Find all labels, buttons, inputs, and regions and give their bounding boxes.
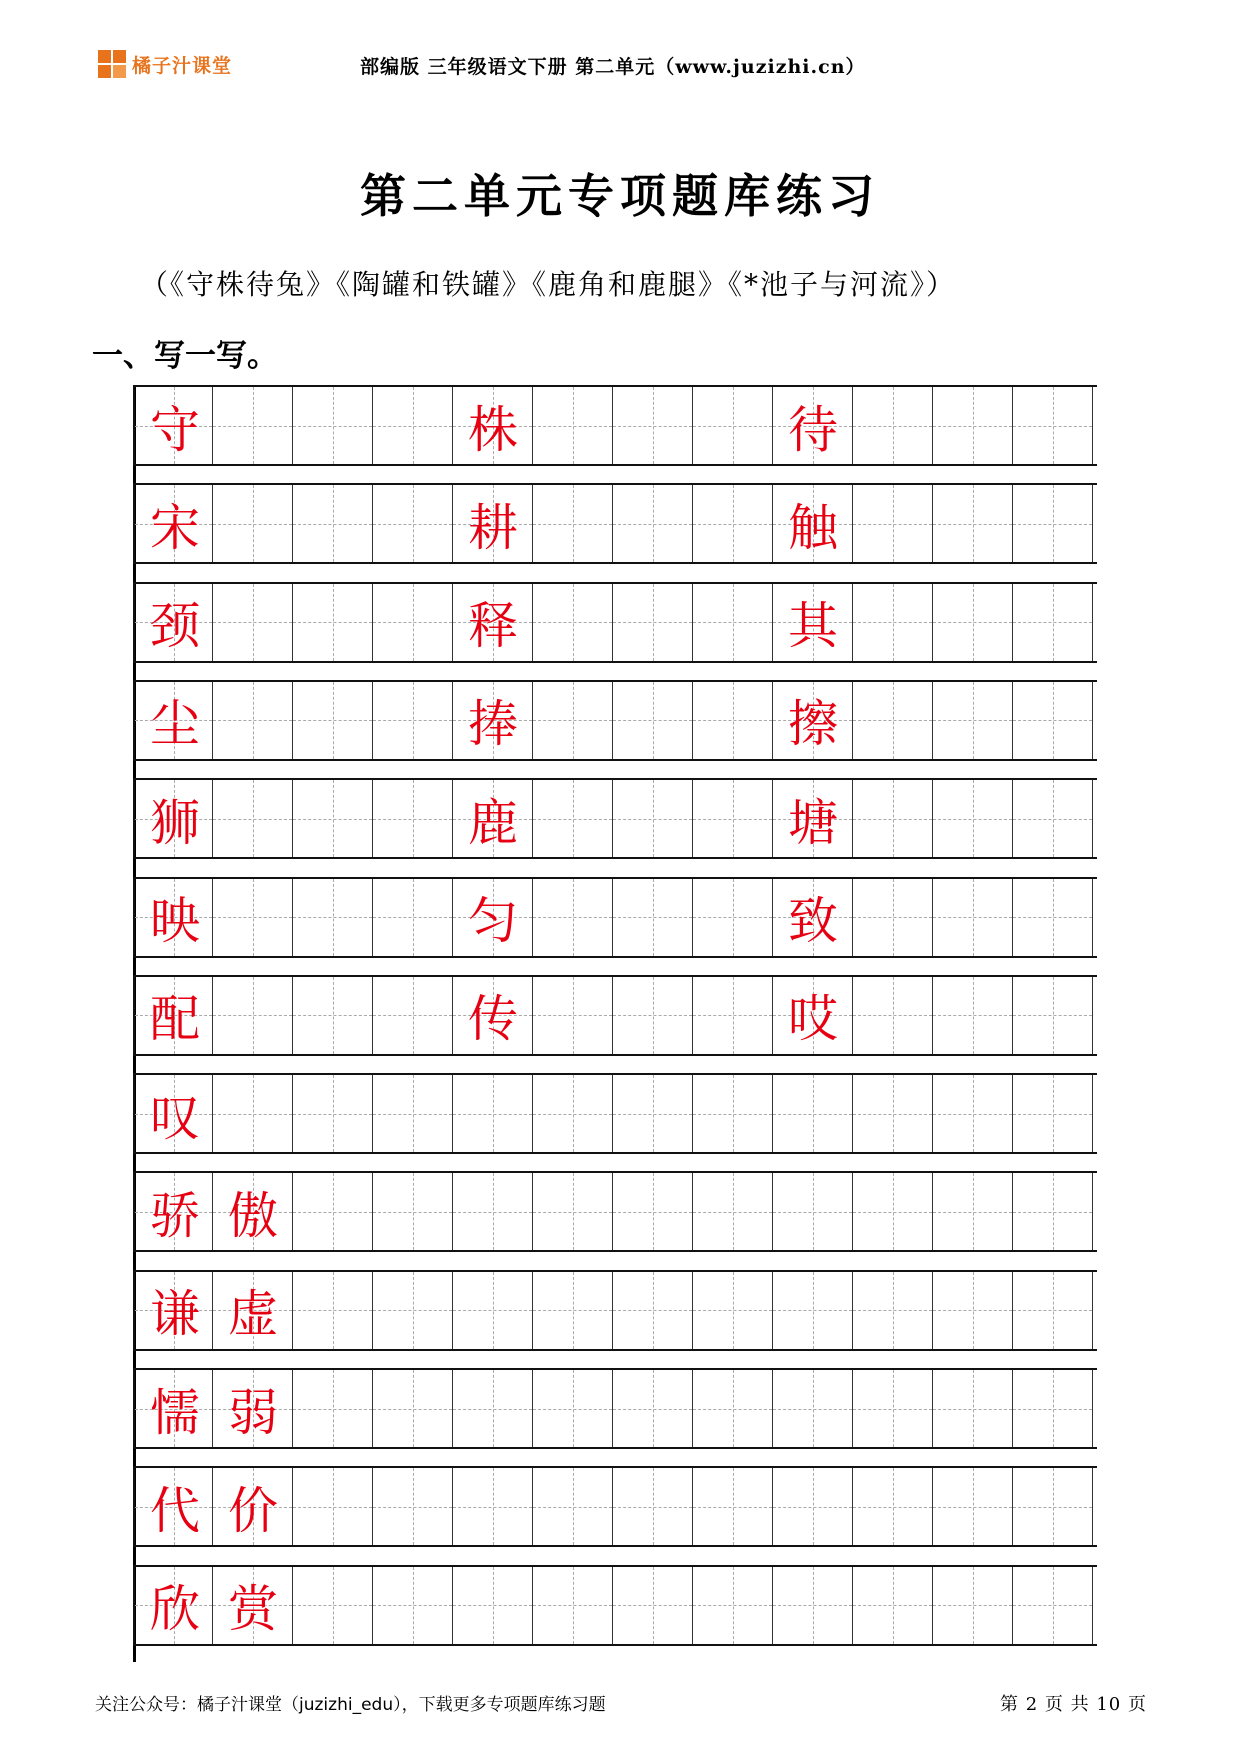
grid-cell[interactable] [133,1075,213,1152]
grid-cell[interactable] [613,879,693,956]
grid-cell[interactable] [853,879,933,956]
grid-row [133,877,1097,958]
practice-character: 懦 [150,1383,200,1442]
grid-cell[interactable] [693,1272,773,1349]
grid-cell[interactable] [133,879,213,956]
grid-cell[interactable] [933,1468,1013,1545]
practice-character: 价 [228,1481,278,1540]
grid-cell[interactable] [933,1370,1013,1447]
grid-cell[interactable] [1013,1173,1093,1250]
grid-cell[interactable] [293,387,373,464]
grid-cell[interactable] [1013,977,1093,1054]
grid-cell[interactable] [293,584,373,661]
practice-character: 匀 [468,892,518,950]
grid-cell[interactable] [613,485,693,562]
grid-cell[interactable] [373,1567,453,1644]
practice-character: 代 [150,1481,200,1540]
grid-cell[interactable] [533,977,613,1054]
grid-cell[interactable] [693,485,773,562]
grid-cell[interactable] [853,977,933,1054]
grid-row [133,1270,1097,1351]
grid-row [133,1368,1097,1449]
grid-cell[interactable] [933,584,1013,661]
grid-cell[interactable] [213,977,293,1054]
grid-cell[interactable] [773,1567,853,1644]
grid-row [133,975,1097,1056]
grid-cell[interactable] [373,584,453,661]
grid-cell[interactable] [933,1173,1013,1250]
page-title: 第二单元专项题库练习 [360,169,880,223]
grid-cell[interactable] [133,485,213,562]
page-header [0,40,1240,90]
grid-cell[interactable] [933,1075,1013,1152]
footer-note: 关注公众号：橘子汁课堂（juzizhi_edu），下载更多专项题库练习题 [95,1695,606,1715]
grid-cell[interactable] [853,387,933,464]
grid-cell[interactable] [453,387,533,464]
grid-cell[interactable] [533,780,613,857]
grid-cell[interactable] [293,780,373,857]
grid-cell[interactable] [613,1370,693,1447]
grid-cell[interactable] [133,682,213,759]
grid-cell[interactable] [853,1272,933,1349]
practice-character: 致 [788,892,838,950]
grid-cell[interactable] [933,682,1013,759]
grid-cell[interactable] [133,1567,213,1644]
grid-cell[interactable] [533,879,613,956]
grid-cell[interactable] [773,977,853,1054]
grid-cell[interactable] [773,1370,853,1447]
grid-cell[interactable] [213,780,293,857]
grid-cell[interactable] [693,780,773,857]
practice-character: 叹 [150,1088,200,1147]
grid-cell[interactable] [693,584,773,661]
practice-character: 待 [788,400,838,459]
header-title: 部编版 三年级语文下册 第二单元（www.juzizhi.cn） [360,56,866,78]
grid-cell[interactable] [213,682,293,759]
practice-character: 守 [150,400,200,459]
grid-row [133,778,1097,859]
grid-cell[interactable] [933,387,1013,464]
grid-cell[interactable] [613,780,693,857]
practice-character: 传 [468,990,518,1049]
grid-cell[interactable] [773,879,853,956]
grid-cell[interactable] [693,1075,773,1152]
grid-cell[interactable] [693,1173,773,1250]
grid-cell[interactable] [533,1075,613,1152]
grid-cell[interactable] [853,584,933,661]
grid-cell[interactable] [533,584,613,661]
grid-cell[interactable] [933,1272,1013,1349]
grid-cell[interactable] [453,1468,533,1545]
grid-cell[interactable] [453,1370,533,1447]
grid-cell[interactable] [613,584,693,661]
grid-cell[interactable] [853,1567,933,1644]
grid-cell[interactable] [293,1567,373,1644]
grid-cell[interactable] [533,485,613,562]
grid-cell[interactable] [773,682,853,759]
grid-cell[interactable] [293,1272,373,1349]
practice-character: 鹿 [468,793,518,852]
section-heading: 一、写一写。 [92,338,278,374]
grid-cell[interactable] [693,1468,773,1545]
grid-cell[interactable] [773,387,853,464]
grid-cell[interactable] [853,1468,933,1545]
grid-cell[interactable] [133,387,213,464]
brand-logo [98,50,232,78]
grid-cell[interactable] [693,1567,773,1644]
grid-cell[interactable] [453,1075,533,1152]
grid-cell[interactable] [213,1075,293,1152]
grid-cell[interactable] [133,1468,213,1545]
grid-cell[interactable] [453,780,533,857]
grid-row [133,582,1097,663]
practice-character: 宋 [150,498,200,557]
grid-cell[interactable] [213,1468,293,1545]
grid-cell[interactable] [453,1567,533,1644]
grid-cell[interactable] [453,1272,533,1349]
practice-character: 耕 [468,498,518,557]
grid-cell[interactable] [533,387,613,464]
grid-cell[interactable] [453,682,533,759]
grid-cell[interactable] [373,780,453,857]
grid-cell[interactable] [933,977,1013,1054]
practice-character: 狮 [150,793,200,852]
logo-text: 橘子汁课堂 [132,54,233,77]
grid-cell[interactable] [293,1370,373,1447]
lesson-list: （《守株待兔》《陶罐和铁罐》《鹿角和鹿腿》《*池子与河流》） [140,268,957,301]
grid-cell[interactable] [1013,1468,1093,1545]
grid-cell[interactable] [613,1075,693,1152]
grid-cell[interactable] [453,485,533,562]
logo-icon [98,50,126,78]
grid-cell[interactable] [853,1370,933,1447]
grid-cell[interactable] [293,485,373,562]
writing-grid [133,385,1101,1662]
grid-cell[interactable] [613,1468,693,1545]
grid-cell[interactable] [1013,1370,1093,1447]
grid-cell[interactable] [533,1173,613,1250]
practice-character: 虚 [228,1285,278,1344]
grid-cell[interactable] [533,1370,613,1447]
grid-cell[interactable] [1013,485,1093,562]
grid-cell[interactable] [213,1370,293,1447]
grid-cell[interactable] [293,1173,373,1250]
grid-cell[interactable] [773,485,853,562]
grid-cell[interactable] [133,1272,213,1349]
grid-cell[interactable] [293,1468,373,1545]
grid-row [133,680,1097,761]
grid-cell[interactable] [1013,780,1093,857]
grid-cell[interactable] [373,1173,453,1250]
grid-cell[interactable] [373,977,453,1054]
grid-cell[interactable] [533,1468,613,1545]
grid-cell[interactable] [773,1272,853,1349]
grid-cell[interactable] [293,1075,373,1152]
grid-cell[interactable] [533,682,613,759]
practice-character: 尘 [150,695,200,754]
practice-character: 擦 [788,695,838,754]
grid-cell[interactable] [293,879,373,956]
grid-cell[interactable] [373,879,453,956]
practice-character: 塘 [788,793,838,852]
grid-cell[interactable] [1013,1272,1093,1349]
grid-cell[interactable] [933,780,1013,857]
grid-cell[interactable] [213,584,293,661]
grid-cell[interactable] [693,977,773,1054]
practice-character: 哎 [788,990,838,1049]
grid-cell[interactable] [133,1173,213,1250]
grid-cell[interactable] [373,1075,453,1152]
grid-cell[interactable] [453,1173,533,1250]
grid-cell[interactable] [373,485,453,562]
grid-cell[interactable] [853,1075,933,1152]
grid-cell[interactable] [213,485,293,562]
grid-cell[interactable] [373,1370,453,1447]
practice-character: 映 [150,892,200,950]
grid-cell[interactable] [853,780,933,857]
grid-row [133,1565,1097,1646]
grid-row [133,483,1097,564]
grid-cell[interactable] [133,977,213,1054]
grid-cell[interactable] [853,1173,933,1250]
grid-cell[interactable] [533,1272,613,1349]
practice-character: 其 [788,597,838,656]
grid-cell[interactable] [773,780,853,857]
grid-cell[interactable] [1013,1075,1093,1152]
grid-cell[interactable] [133,780,213,857]
grid-cell[interactable] [213,1567,293,1644]
grid-cell[interactable] [373,1468,453,1545]
grid-cell[interactable] [693,682,773,759]
grid-cell[interactable] [613,1173,693,1250]
grid-cell[interactable] [133,584,213,661]
grid-cell[interactable] [693,1370,773,1447]
grid-cell[interactable] [1013,387,1093,464]
grid-cell[interactable] [213,1272,293,1349]
grid-row [133,1073,1097,1154]
grid-cell[interactable] [1013,584,1093,661]
practice-character: 弱 [228,1383,278,1442]
grid-cell[interactable] [213,879,293,956]
grid-cell[interactable] [453,977,533,1054]
grid-cell[interactable] [933,1567,1013,1644]
grid-cell[interactable] [133,1370,213,1447]
grid-cell[interactable] [1013,879,1093,956]
grid-cell[interactable] [373,682,453,759]
grid-cell[interactable] [453,584,533,661]
practice-character: 触 [788,498,838,557]
practice-character: 株 [468,400,518,459]
grid-cell[interactable] [373,1272,453,1349]
grid-cell[interactable] [293,977,373,1054]
grid-cell[interactable] [613,1567,693,1644]
practice-character: 赏 [228,1580,278,1639]
practice-character: 释 [468,597,518,656]
grid-cell[interactable] [213,1173,293,1250]
grid-cell[interactable] [373,387,453,464]
grid-cell[interactable] [853,682,933,759]
practice-character: 颈 [150,597,200,656]
grid-cell[interactable] [773,1468,853,1545]
grid-cell[interactable] [933,879,1013,956]
practice-character: 欣 [150,1580,200,1639]
grid-cell[interactable] [453,879,533,956]
practice-character: 捧 [468,695,518,754]
grid-cell[interactable] [213,387,293,464]
practice-character: 配 [150,990,200,1049]
grid-cell[interactable] [773,584,853,661]
grid-cell[interactable] [773,1173,853,1250]
grid-row [133,1171,1097,1252]
grid-cell[interactable] [293,682,373,759]
grid-cell[interactable] [1013,1567,1093,1644]
grid-cell[interactable] [853,485,933,562]
grid-cell[interactable] [613,977,693,1054]
grid-row [133,385,1097,466]
grid-cell[interactable] [1013,682,1093,759]
grid-cell[interactable] [533,1567,613,1644]
grid-cell[interactable] [933,485,1013,562]
grid-cell[interactable] [613,1272,693,1349]
grid-cell[interactable] [693,879,773,956]
grid-row [133,1466,1097,1547]
practice-character: 谦 [150,1285,200,1344]
grid-cell[interactable] [773,1075,853,1152]
page-number: 第 2 页 共 10 页 [1000,1694,1147,1715]
grid-cell[interactable] [613,682,693,759]
grid-cell[interactable] [613,387,693,464]
practice-character: 骄 [150,1186,200,1245]
practice-character: 傲 [228,1186,278,1245]
grid-cell[interactable] [693,387,773,464]
